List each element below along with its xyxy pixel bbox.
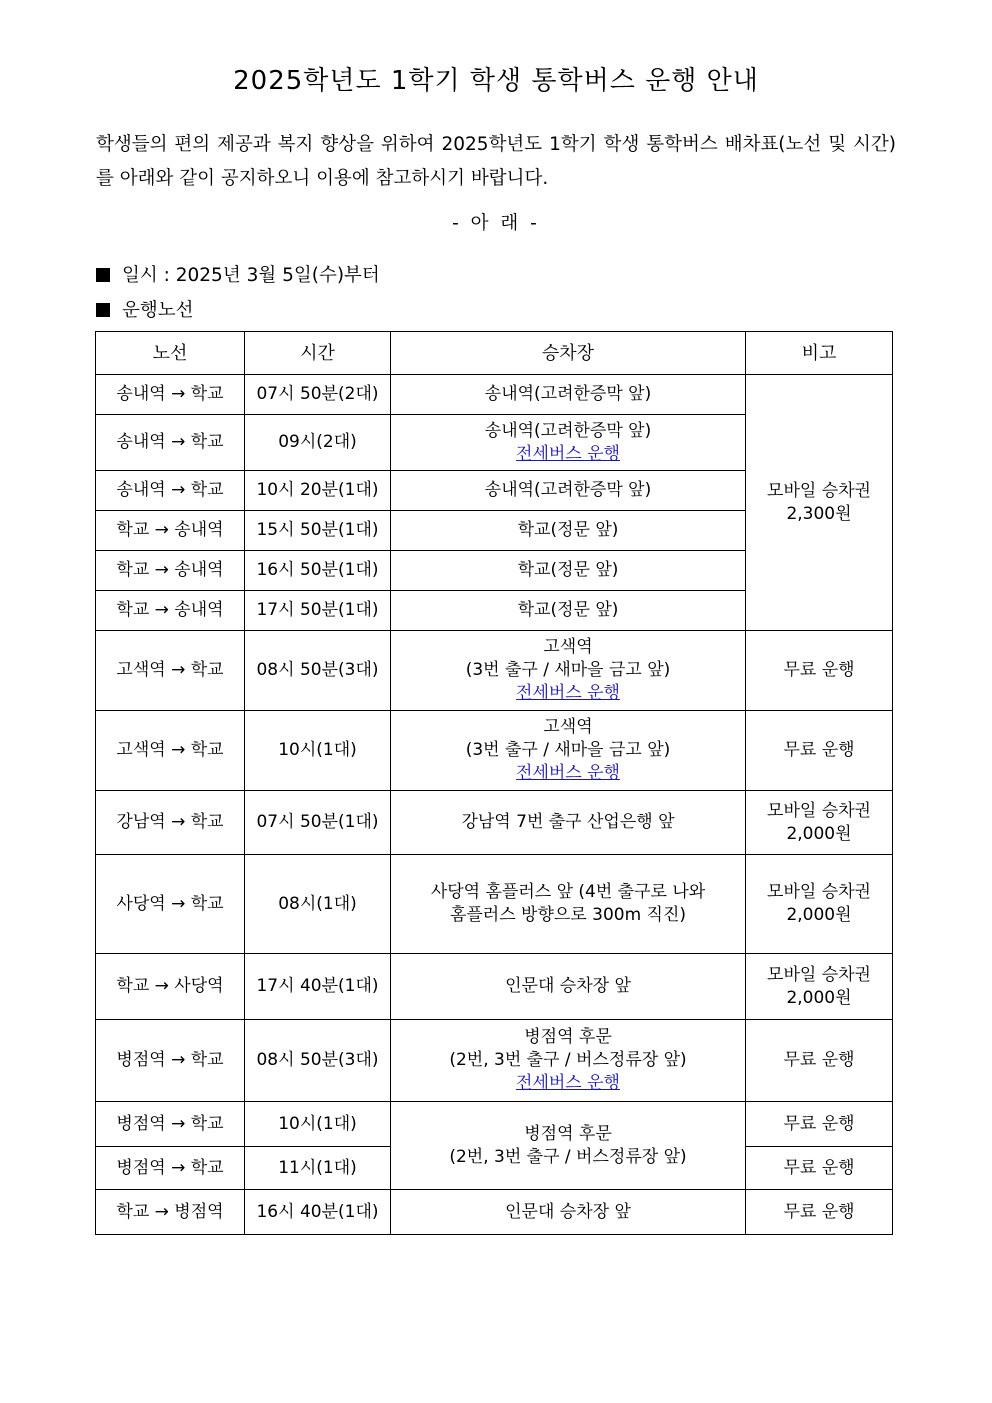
time-cell: 16시 40분(1대) [245,1190,391,1235]
table-row [96,375,893,415]
square-bullet-icon [96,268,110,282]
route-cell: 송내역 → 학교 [96,375,245,415]
date-line [96,261,380,287]
note-cell: 무료 운행 [746,1102,893,1147]
stop-cell-merged [391,1102,746,1190]
section-marker: - 아 래 - [452,213,540,234]
route-cell: 학교 → 병점역 [96,1190,245,1235]
route-cell: 병점역 → 학교 [96,1147,245,1190]
header-route: 노선 [96,332,245,375]
time-cell: 08시(1대) [245,855,391,954]
stop-cell: 송내역(고려한증막 앞) [391,375,746,415]
stop-cell: 학교(정문 앞) [391,511,746,551]
time-cell: 15시 50분(1대) [245,511,391,551]
stop-cell: 강남역 7번 출구 산업은행 앞 [391,791,746,855]
route-heading [96,296,193,322]
route-cell: 학교 → 사당역 [96,954,245,1020]
time-cell: 10시(1대) [245,711,391,791]
table-row [96,631,893,711]
charter-bus-link[interactable]: 전세버스 운행 [516,683,620,703]
stop-cell [391,1020,746,1102]
route-heading-text: 운행노선 [122,300,194,321]
route-cell: 학교 → 송내역 [96,551,245,591]
note-cell: 무료 운행 [746,1020,893,1102]
time-cell: 11시(1대) [245,1147,391,1190]
time-cell: 10시 20분(1대) [245,471,391,511]
stop-cell [391,415,746,471]
route-cell: 병점역 → 학교 [96,1102,245,1147]
stop-cell: 학교(정문 앞) [391,551,746,591]
time-cell: 17시 50분(1대) [245,591,391,631]
stop-cell: 인문대 승차장 앞 [391,1190,746,1235]
note-cell: 무료 운행 [746,711,893,791]
note-line: 2,000원 [786,823,852,844]
stop-cell [391,855,746,954]
stop-line: 홈플러스 방향으로 300m 직진) [449,905,687,925]
table-row [96,1020,893,1102]
note-cell [746,791,893,855]
time-cell: 16시 50분(1대) [245,551,391,591]
note-line: 2,300원 [786,503,852,524]
note-cell [746,855,893,954]
note-cell: 무료 운행 [746,1147,893,1190]
note-cell-songnae [746,375,893,631]
stop-line: 고색역 [543,637,593,657]
stop-line: (3번 출구 / 새마을 금고 앞) [465,660,671,680]
note-line: 2,000원 [786,905,852,925]
route-cell: 고색역 → 학교 [96,711,245,791]
time-cell: 08시 50분(3대) [245,631,391,711]
note-line: 모바일 승차권 [767,882,871,902]
route-cell: 병점역 → 학교 [96,1020,245,1102]
note-line: 모바일 승차권 [767,964,871,985]
table-row [96,1190,893,1235]
note-line: 모바일 승차권 [767,480,871,501]
time-cell: 10시(1대) [245,1102,391,1147]
time-cell: 07시 50분(2대) [245,375,391,415]
table-row [96,954,893,1020]
stop-line: 송내역(고려한증막 앞) [484,420,652,441]
stop-line: 고색역 [543,717,593,737]
route-cell: 학교 → 송내역 [96,511,245,551]
note-cell: 무료 운행 [746,631,893,711]
route-cell: 학교 → 송내역 [96,591,245,631]
charter-bus-link[interactable]: 전세버스 운행 [516,1073,620,1093]
stop-cell: 송내역(고려한증막 앞) [391,471,746,511]
stop-cell: 학교(정문 앞) [391,591,746,631]
stop-line: 병점역 후문 [524,1123,612,1144]
stop-line: (2번, 3번 출구 / 버스정류장 앞) [449,1146,687,1167]
page-title: 2025학년도 1학기 학생 통학버스 운행 안내 [233,66,759,96]
charter-bus-link[interactable]: 전세버스 운행 [516,443,620,464]
note-line: 모바일 승차권 [767,800,871,821]
table-row [96,711,893,791]
table-row [96,855,893,954]
table-row [96,791,893,855]
time-cell: 17시 40분(1대) [245,954,391,1020]
note-line: 2,000원 [786,987,852,1008]
stop-cell: 인문대 승차장 앞 [391,954,746,1020]
stop-line: 병점역 후문 [524,1027,612,1047]
header-note: 비고 [746,332,893,375]
charter-bus-link[interactable]: 전세버스 운행 [516,763,620,783]
header-time: 시간 [245,332,391,375]
square-bullet-icon [96,303,110,317]
route-cell: 고색역 → 학교 [96,631,245,711]
stop-cell [391,711,746,791]
route-cell: 강남역 → 학교 [96,791,245,855]
bus-schedule-table [95,331,893,1235]
stop-cell [391,631,746,711]
table-header-row [96,332,893,375]
route-cell: 사당역 → 학교 [96,855,245,954]
stop-line: (2번, 3번 출구 / 버스정류장 앞) [449,1050,687,1070]
time-cell: 08시 50분(3대) [245,1020,391,1102]
stop-line: (3번 출구 / 새마을 금고 앞) [465,740,671,760]
table-row [96,1102,893,1147]
time-cell: 07시 50분(1대) [245,791,391,855]
intro-paragraph: 학생들의 편의 제공과 복지 향상을 위하여 2025학년도 1학기 학생 통학버스 배차표(노선 및 시간)를 아래와 같이 공지하오니 이용에 참고하시기 바랍니다. [96,134,896,189]
note-cell: 무료 운행 [746,1190,893,1235]
note-cell [746,954,893,1020]
stop-line: 사당역 홈플러스 앞 (4번 출구로 나와 [430,882,706,902]
route-cell: 송내역 → 학교 [96,471,245,511]
time-cell: 09시(2대) [245,415,391,471]
date-text: 일시 : 2025년 3월 5일(수)부터 [122,265,380,286]
header-stop: 승차장 [391,332,746,375]
route-cell: 송내역 → 학교 [96,415,245,471]
